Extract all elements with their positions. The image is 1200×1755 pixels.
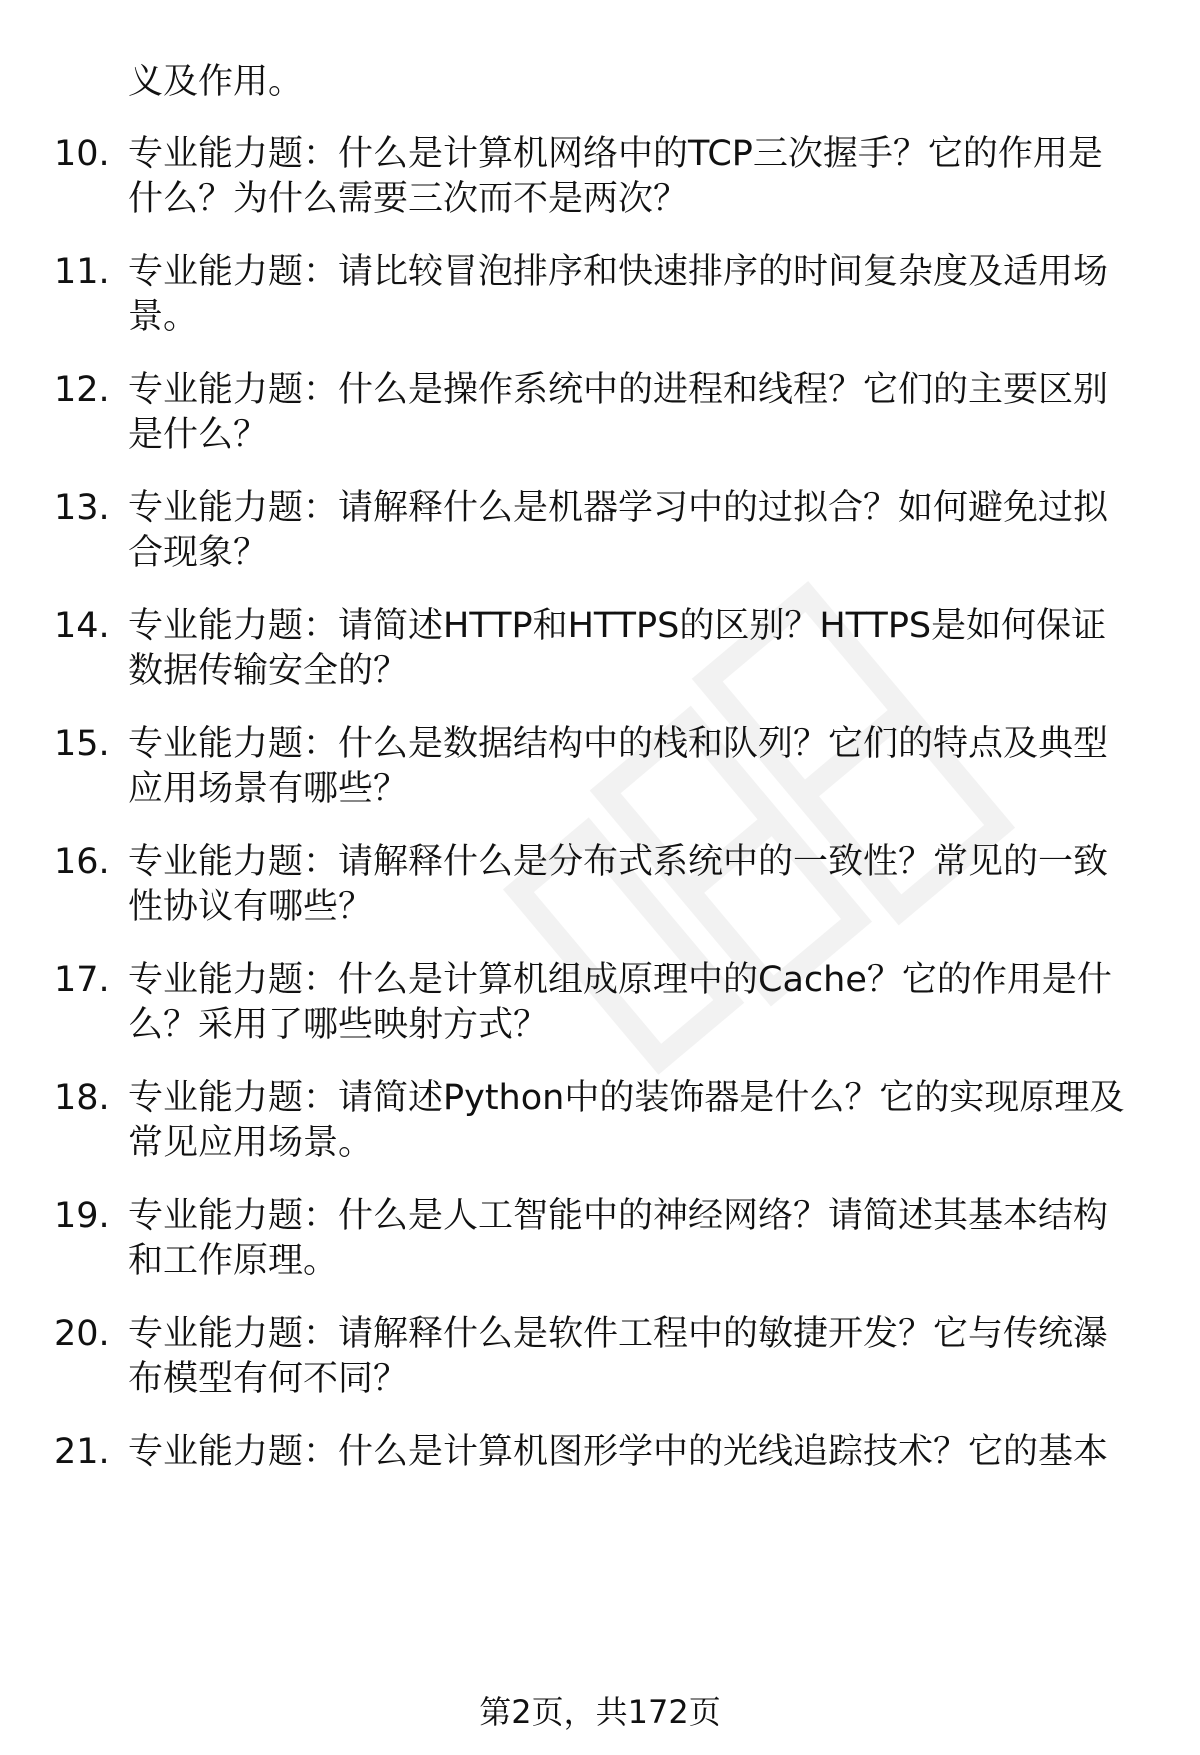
question-number: 11. (54, 252, 110, 292)
question-text-line: 性协议有哪些？ (128, 887, 374, 927)
question-text-line: 是什么？ (128, 415, 269, 455)
question-text-line: 什么？为什么需要三次而不是两次？ (128, 179, 689, 219)
question-number: 13. (54, 488, 110, 528)
question-number: 10. (54, 134, 110, 174)
question-text-line: 专业能力题：什么是计算机组成原理中的Cache？它的作用是什 (128, 960, 1112, 1000)
question-text-line: 专业能力题：请简述HTTP和HTTPS的区别？HTTPS是如何保证 (128, 606, 1107, 646)
question-text-line: 景。 (128, 297, 199, 337)
question-text-line: 合现象？ (128, 533, 269, 573)
question-number: 19. (54, 1196, 110, 1236)
question-text-line: 布模型有何不同？ (128, 1359, 409, 1399)
question-number: 16. (54, 842, 110, 882)
question-text-line: 专业能力题：什么是数据结构中的栈和队列？它们的特点及典型 (128, 724, 1109, 764)
question-number: 12. (54, 370, 110, 410)
question-text-line: 和工作原理。 (128, 1241, 339, 1281)
question-number: 14. (54, 606, 110, 646)
question-number: 15. (54, 724, 110, 764)
question-number: 17. (54, 960, 110, 1000)
page-number: 第2页，共172页 (479, 1693, 721, 1731)
question-text-line: 专业能力题：什么是计算机网络中的TCP三次握手？它的作用是 (128, 134, 1103, 174)
lead-line: 义及作用。 (128, 62, 304, 102)
question-text-line: 专业能力题：请简述Python中的装饰器是什么？它的实现原理及 (128, 1078, 1125, 1118)
question-text-line: 专业能力题：什么是操作系统中的进程和线程？它们的主要区别 (128, 370, 1109, 410)
question-text-line: 专业能力题：请解释什么是机器学习中的过拟合？如何避免过拟 (128, 488, 1109, 528)
question-text-line: 么？采用了哪些映射方式？ (128, 1005, 549, 1045)
question-text-line: 专业能力题：什么是人工智能中的神经网络？请简述其基本结构 (128, 1196, 1109, 1236)
question-text-line: 应用场景有哪些？ (128, 769, 409, 809)
question-number: 20. (54, 1314, 110, 1354)
question-text-line: 专业能力题：请解释什么是分布式系统中的一致性？常见的一致 (128, 842, 1109, 882)
question-number: 18. (54, 1078, 110, 1118)
question-text-line: 专业能力题：什么是计算机图形学中的光线追踪技术？它的基本 (128, 1432, 1109, 1472)
question-text-line: 专业能力题：请解释什么是软件工程中的敏捷开发？它与传统瀑 (128, 1314, 1109, 1354)
question-text-line: 专业能力题：请比较冒泡排序和快速排序的时间复杂度及适用场 (128, 252, 1109, 292)
question-number: 21. (54, 1432, 110, 1472)
question-text-line: 常见应用场景。 (128, 1123, 374, 1163)
question-text-line: 数据传输安全的？ (128, 651, 409, 691)
